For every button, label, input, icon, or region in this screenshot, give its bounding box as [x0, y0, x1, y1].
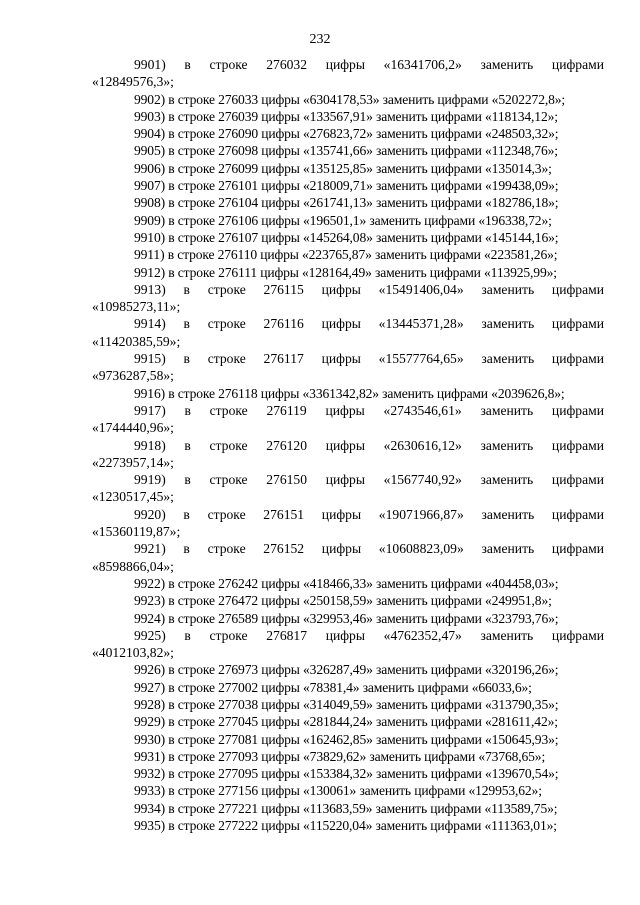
text-line: 9926) в строке 276973 цифры «326287,49» заменить цифрами «320196,26»; — [134, 662, 559, 678]
text-line: 9930) в строке 277081 цифры «162462,85» заменить цифрами «150645,93»; — [134, 731, 559, 747]
text-line: 9906) в строке 276099 цифры «135125,85» заменить цифрами «135014,3»; — [134, 160, 552, 176]
text-line: 9908) в строке 276104 цифры «261741,13» заменить цифрами «182786,18»; — [134, 195, 559, 211]
text-line: 9924) в строке 276589 цифры «329953,46» заменить цифрами «323793,76»; — [134, 610, 559, 626]
text-line: 9903) в строке 276039 цифры «133567,91» заменить цифрами «118134,12»; — [134, 108, 558, 124]
text-line: 9913) в строке 276115 цифры «15491406,04» заменить цифрами — [134, 281, 604, 297]
text-line: «9736287,58»; — [92, 368, 174, 384]
text-line: «8598866,04»; — [92, 558, 174, 574]
text-line: 9907) в строке 276101 цифры «218009,71» заменить цифрами «199438,09»; — [134, 178, 559, 194]
document-body — [92, 56, 604, 834]
text-line: «4012103,82»; — [92, 645, 174, 661]
text-line: «2273957,14»; — [92, 454, 174, 470]
text-line: 9918) в строке 276120 цифры «2630616,12» заменить цифрами — [134, 437, 604, 453]
text-line: 9902) в строке 276033 цифры «6304178,53» заменить цифрами «5202272,8»; — [134, 91, 566, 107]
text-line: 9928) в строке 277038 цифры «314049,59» заменить цифрами «313790,35»; — [134, 696, 559, 712]
text-line: 9909) в строке 276106 цифры «196501,1» заменить цифрами «196338,72»; — [134, 212, 552, 228]
text-line: 9915) в строке 276117 цифры «15577764,65» заменить цифрами — [134, 351, 604, 367]
text-line: 9904) в строке 276090 цифры «276823,72» заменить цифрами «248503,32»; — [134, 126, 559, 142]
page-number: 232 — [309, 32, 331, 47]
text-line: «1230517,45»; — [92, 489, 174, 505]
text-line: 9912) в строке 276111 цифры «128164,49» заменить цифрами «113925,99»; — [134, 264, 557, 280]
text-line: 9901) в строке 276032 цифры «16341706,2» заменить цифрами — [134, 57, 604, 72]
text-line: 9905) в строке 276098 цифры «135741,66» заменить цифрами «112348,76»; — [134, 143, 558, 159]
text-line: 9929) в строке 277045 цифры «281844,24» заменить цифрами «281611,42»; — [134, 714, 558, 730]
text-line: 9916) в строке 276118 цифры «3361342,82» заменить цифрами «2039626,8»; — [134, 385, 565, 401]
text-line: «1744440,96»; — [92, 420, 174, 436]
text-line: 9935) в строке 277222 цифры «115220,04» заменить цифрами «111363,01»; — [134, 818, 557, 834]
text-line: 9925) в строке 276817 цифры «4762352,47» заменить цифрами — [134, 627, 604, 643]
text-line: 9920) в строке 276151 цифры «19071966,87» заменить цифрами — [134, 506, 604, 522]
text-line: 9919) в строке 276150 цифры «1567740,92» заменить цифрами — [134, 472, 604, 488]
text-line: 9932) в строке 277095 цифры «153384,32» заменить цифрами «139670,54»; — [134, 766, 559, 782]
text-line: «12849576,3»; — [92, 74, 174, 90]
text-line: 9910) в строке 276107 цифры «145264,08» заменить цифрами «145144,16»; — [134, 229, 559, 245]
text-line: 9911) в строке 276110 цифры «223765,87» заменить цифрами «223581,26»; — [134, 247, 558, 263]
text-line: «15360119,87»; — [92, 524, 181, 540]
text-line: «10985273,11»; — [92, 299, 181, 315]
text-line: 9922) в строке 276242 цифры «418466,33» заменить цифрами «404458,03»; — [134, 575, 559, 591]
text-line: «11420385,59»; — [92, 333, 181, 349]
text-line: 9923) в строке 276472 цифры «250158,59» заменить цифрами «249951,8»; — [134, 593, 552, 609]
text-line: 9933) в строке 277156 цифры «130061» заменить цифрами «129953,62»; — [134, 783, 542, 799]
text-line: 9914) в строке 276116 цифры «13445371,28» заменить цифрами — [134, 316, 604, 332]
text-line: 9921) в строке 276152 цифры «10608823,09» заменить цифрами — [134, 541, 604, 557]
text-line: 9931) в строке 277093 цифры «73829,62» заменить цифрами «73768,65»; — [134, 748, 546, 764]
text-line: 9917) в строке 276119 цифры «2743546,61» заменить цифрами — [134, 402, 604, 418]
text-line: 9927) в строке 277002 цифры «78381,4» заменить цифрами «66033,6»; — [134, 679, 532, 695]
text-line: 9934) в строке 277221 цифры «113683,59» заменить цифрами «113589,75»; — [134, 800, 558, 816]
